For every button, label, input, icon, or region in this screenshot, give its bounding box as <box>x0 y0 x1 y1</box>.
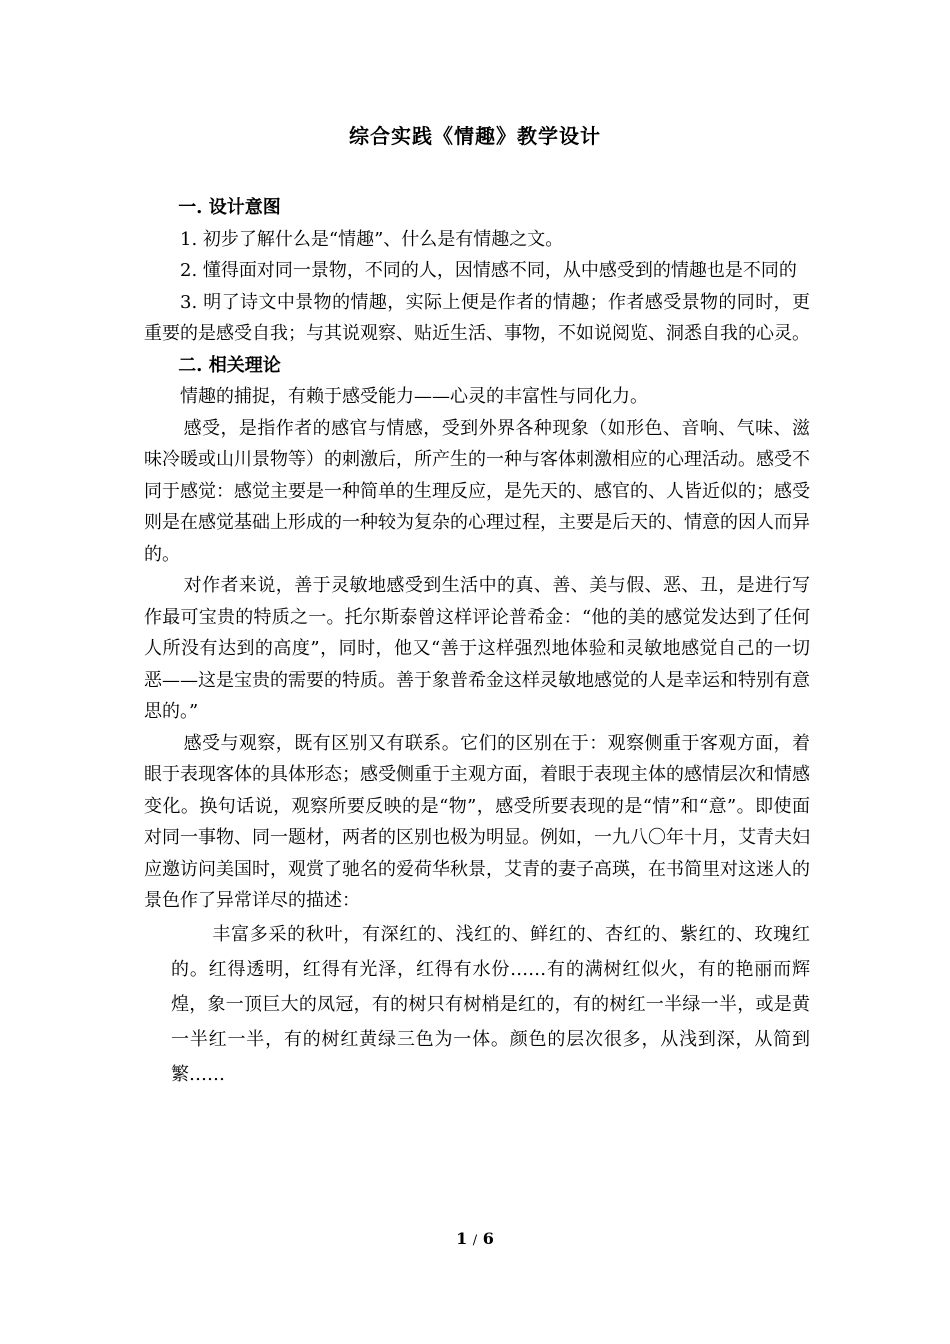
current-page: 1 <box>456 1229 468 1248</box>
section-heading-design-intent: 一. 设计意图 <box>178 197 281 218</box>
list-item: 3. 明了诗文中景物的情趣，实际上便是作者的情趣；作者感受景物的同时，更重要的是感受自我；与其说观察、贴近生活、事物，不如说阅览、洞悉自我的心灵。 <box>144 291 810 344</box>
section-heading-related-theory: 二. 相关理论 <box>178 354 281 376</box>
block-quote: 丰富多采的秋叶，有深红的、浅红的、鲜红的、杏红的、紫红的、玫瑰红的。红得透明，红得有光泽，红得有水份……有的满树红似火，有的艳丽而辉煌，象一顶巨大的凤冠，有的树只有树梢是红的，有的树红一半绿一半，或是黄一半红一半，有的树红黄绿三色为一体。颜色的层次很多，从浅到深，从简到繁…… <box>171 923 810 1085</box>
document-body <box>144 192 810 1092</box>
paragraph: 情趣的捕捉，有赖于感受能力——心灵的丰富性与同化力。 <box>180 386 648 407</box>
page-separator: / <box>472 1233 478 1248</box>
page-number <box>0 1229 950 1248</box>
paragraph: 感受与观察，既有区别又有联系。它们的区别在于：观察侧重于客观方面，着眼于表现客体的具体形态；感受侧重于主观方面，着眼于表现主体的感情层次和情感变化。换句话说，观察所要反映的是“物”，感受所要表现的是“情”和“意”。即使面对同一事物、同一题材，两者的区别也极为明显。例如，一九八〇年十月，艾青夫妇应邀访问美国时，观赏了驰名的爱荷华秋景，艾青的妻子高瑛，在书简里对这迷人的景色作了异常详尽的描述： <box>144 732 810 911</box>
document-title: 综合实践《情趣》教学设计 <box>349 124 601 148</box>
paragraph: 感受，是指作者的感官与情感，受到外界各种现象（如形色、音响、气味、滋味冷暖或山川景物等）的刺激后，所产生的一种与客体刺激相应的心理活动。感受不同于感觉：感觉主要是一种简单的生理反应，是先天的、感官的、人皆近似的；感受则是在感觉基础上形成的一种较为复杂的心理过程，主要是后天的、情意的因人而异的。 <box>144 417 810 565</box>
total-pages: 6 <box>482 1229 494 1248</box>
list-item: 2. 懂得面对同一景物，不同的人，因情感不同，从中感受到的情趣也是不同的 <box>180 260 797 281</box>
paragraph: 对作者来说，善于灵敏地感受到生活中的真、善、美与假、恶、丑，是进行写作最可宝贵的特质之一。托尔斯泰曾这样评论普希金：“他的美的感觉发达到了任何人所没有达到的高度”，同时，他又“善于这样强烈地体验和灵敏地感觉自己的一切恶——这是宝贵的需要的特质。善于象普希金这样灵敏地感觉的人是幸运和特别有意思的。” <box>144 575 810 722</box>
list-item: 1. 初步了解什么是“情趣”、什么是有情趣之文。 <box>180 228 564 250</box>
